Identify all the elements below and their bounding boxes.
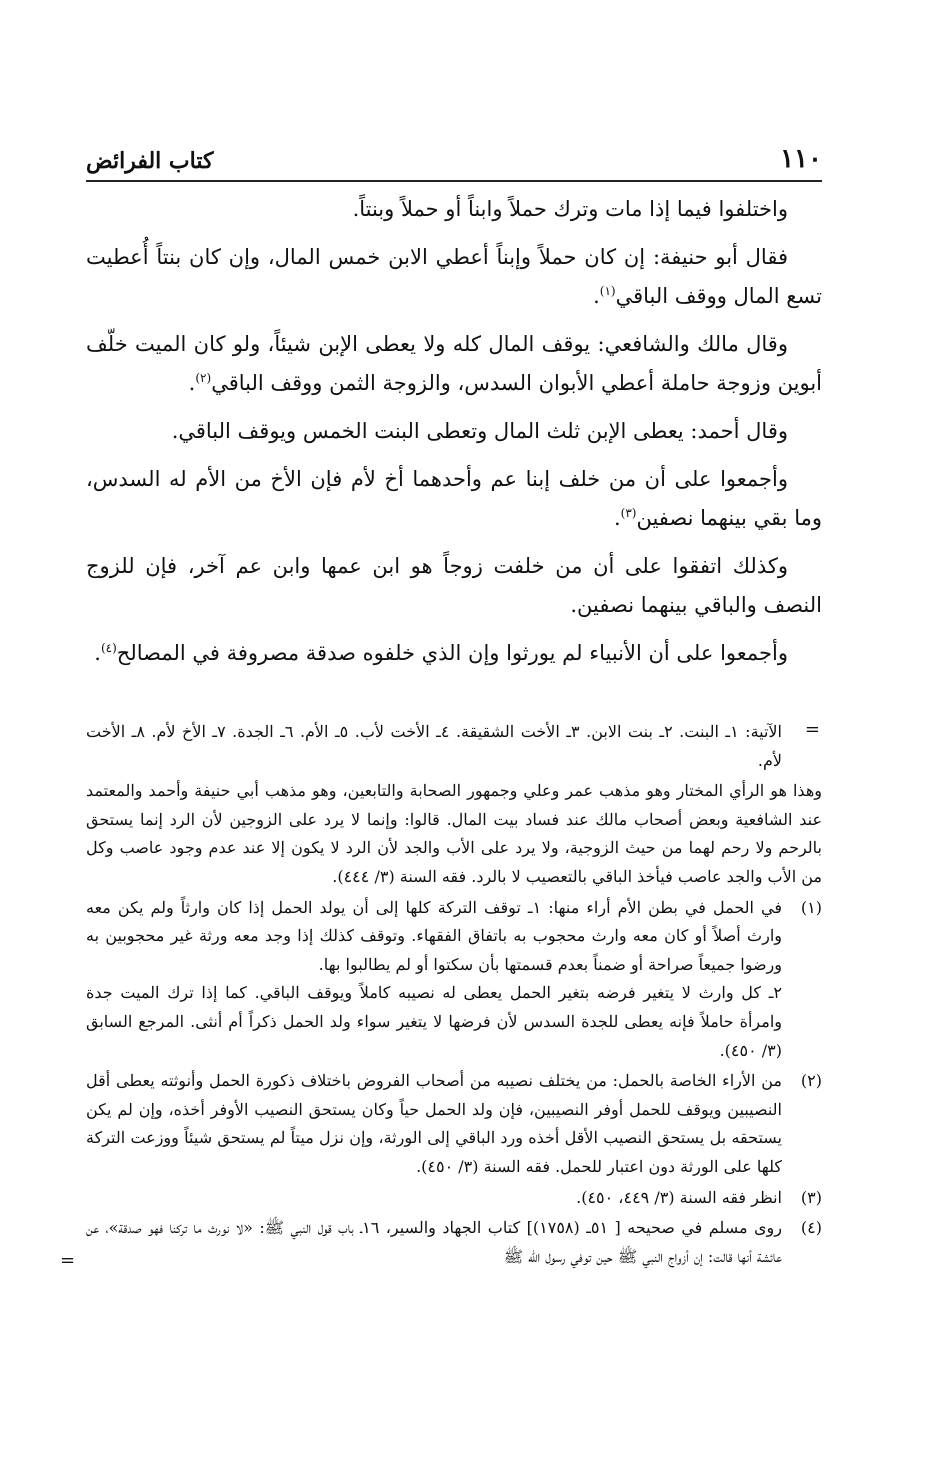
footnote-continued: [86, 777, 822, 891]
footnote-text: ٢ـ كل وارث لا يتغير فرضه بتغير الحمل يعطى له نصيبه كاملاً ويوقف الباقي. كما إذا ترك الميت جدة وامرأة حاملاً فإنه يعطى للجدة السدس لأن فرضها لا يتغير سواء ولد الحمل ذكراً أم أنثى. المرجع السابق (٣/ ٤٥٠).: [86, 983, 782, 1060]
footnote-text: الآتية: ١ـ البنت. ٢ـ بنت الابن. ٣ـ الأخت الشقيقة. ٤ـ الأخت لأب. ٥ـ الأم. ٦ـ الجدة. ٧ـ الأخ لأم. ٨ـ الأخت لأم.: [86, 722, 782, 770]
paragraph: وقال مالك والشافعي: يوقف المال كله ولا يعطى الإبن شيئاً، ولو كان الميت خلّف أبوين وزوجة حاملة أعطي الأبوان السدس، والزوجة الثمن ووقف الباقي$^{(٢)}$.: [86, 332, 822, 395]
main-text: [86, 190, 822, 682]
footnote-4: [60, 1214, 822, 1271]
footnote-number: (٤): [800, 1218, 822, 1238]
paragraph: وأجمعوا على أن من خلف إبنا عم وأحدهما أخ لأم فإن الأخ من الأم له السدس، وما بقي بينهما نصفين$^{(٣)}$.: [86, 467, 822, 530]
footnote-ref: (٢): [195, 371, 212, 385]
page-header: [86, 140, 822, 182]
running-title: كتاب الفرائض: [86, 148, 214, 174]
paragraph: وأجمعوا على أن الأنبياء لم يورثوا وإن الذي خلفوه صدقة مصروفة في المصالح$^{(٤)}$.: [94, 641, 788, 665]
footnote-text: انظر فقه السنة (٣/ ٤٤٩، ٤٥٠).: [576, 1187, 782, 1207]
footnote-text: من الأراء الخاصة بالحمل: من يختلف نصيبه من أصحاب الفروض باختلاف ذكورة الحمل وأنوثته يعطى أقل النصيبين ويوقف للحمل أوفر النصيبين، فإن ولد الحمل حياً وكان يستحق النصيب الأوفر أخذه، وإن لم يكن يستحقه بل يستحق النصيب الأقل أخذه ورد الباقي إلى الورثة، وإن نزل ميتاً لم يستحق شيئاً ووزعت التركة كلها على الورثة دون اعتبار للحمل. فقه السنة (٣/ ٤٥٠).: [86, 1071, 782, 1176]
footnote-ref: (٣): [620, 506, 637, 520]
footnote-text: في الحمل في بطن الأم أراء منها: ١ـ توقف التركة كلها إلى أن يولد الحمل إذا كان وارثاً ولم يكن معه وارث أصلاً أو كان معه وارث محجوب به باتفاق الفقهاء. وتوقف كذلك إذا وجد معه ورثة غير محجوبين به ورضوا جميعاً صراحة أو ضمناً بعدم قسمتها بأن سكتوا أو لم يطالبوا بها.: [86, 897, 783, 974]
footnotes-section: [60, 718, 823, 1273]
footnote-number: (١): [800, 897, 822, 917]
footnote-text: وهذا هو الرأي المختار وهو مذهب عمر وعلي وجمهور الصحابة والتابعين، وهو مذهب أبي حنيفة وأحمد والمعتمد عند الشافعية وبعض أصحاب مالك عند فساد بيت المال. قالوا: وإنما لا يرد على الزوجين لأن الرد إنما يستحق بالرحم ولا رحم لهما من حيث الزوجية، ولا يرد على الأب والجد لأن الرد لا يكون إلا عند عدم وجود عاصب وكل من الأب والجد عاصب فيأخذ الباقي بالتعصيب لا بالرد. فقه السنة (٣/ ٤٤٤).: [86, 781, 823, 886]
paragraph: واختلفوا فيما إذا مات وترك حملاً وابناً أو حملاً وبنتاً.: [352, 197, 788, 221]
footnote-text: روى مسلم في صحيحه [ ٥١ـ (١٧٥٨)] كتاب الجهاد والسير، ١٦ـ باب قول النبي ﷺ: «لا نورث ما تركنا فهو صدقة»، عن عائشة أنها قالت: إن أزواج النبي ﷺ حين توفي رسول الله ﷺ: [86, 1218, 783, 1266]
continuation-mark: =: [60, 1249, 76, 1271]
footnote-ref: (١): [599, 284, 616, 298]
page-number: ١١٠: [780, 144, 822, 174]
book-page: [60, 140, 823, 1450]
footnote-ref: (٤): [100, 641, 117, 655]
footnote-1: [86, 894, 822, 1066]
paragraph: فقال أبو حنيفة: إن كان حملاً وإبناً أعطي الابن خمس المال، وإن كان بنتاً أُعطيت تسع المال ووقف الباقي$^{(١)}$.: [86, 245, 822, 308]
footnote-number: (٣): [800, 1187, 822, 1207]
continuation-mark: =: [804, 719, 820, 740]
paragraph: وقال أحمد: يعطى الإبن ثلث المال وتعطى البنت الخمس ويوقف الباقي.: [171, 419, 788, 443]
footnote-3: [86, 1184, 822, 1213]
footnote-continued: [86, 718, 822, 775]
footnote-number: (٢): [800, 1071, 822, 1091]
footnote-2: [86, 1067, 822, 1181]
paragraph: وكذلك اتفقوا على أن من خلفت زوجاً هو ابن عمها وابن عم آخر، فإن للزوج النصف والباقي بينهما نصفين.: [86, 554, 822, 617]
